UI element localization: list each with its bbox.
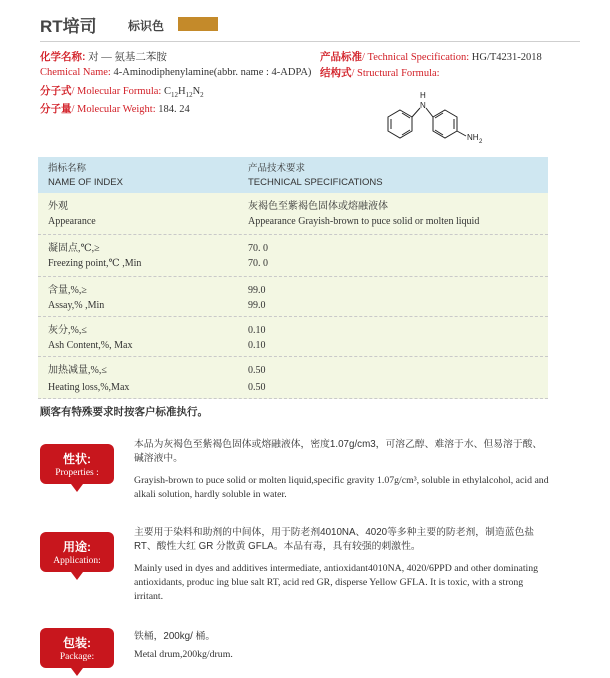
header-name-en: NAME OF INDEX	[48, 177, 123, 188]
spec-label-en: Technical Specification:	[367, 52, 470, 63]
row-value-2: Appearance Grayish-brown to puce solid or molten liquid	[248, 216, 480, 227]
struct-label-en: Structural Formula:	[357, 68, 440, 79]
weight-row: 分子量/ Molecular Weight: 184. 24	[40, 103, 190, 115]
table-row	[38, 193, 548, 235]
row-value-2: 99.0	[248, 300, 266, 311]
badge-pointer	[71, 572, 83, 580]
row-name-cn: 含量,%,≥	[48, 285, 87, 296]
formula-label-cn: 分子式	[40, 85, 72, 97]
struct-n-label: N	[420, 101, 426, 110]
row-name-en: Ash Content,%, Max	[48, 340, 133, 351]
package-title-en: Package:	[59, 652, 95, 662]
customer-note: 顾客有特殊要求时按客户标准执行。	[40, 406, 208, 418]
row-value-1: 99.0	[248, 285, 266, 296]
package-text-en: Metal drum,200kg/drum.	[134, 649, 233, 660]
formula-row: 分子式/ Molecular Formula: $C_{12}H_{12}N_2$	[40, 85, 204, 100]
chem-name-label-cn: 化学名称:	[40, 51, 86, 63]
color-swatch	[178, 17, 218, 31]
spec-table	[38, 157, 548, 399]
badge-pointer	[71, 668, 83, 676]
chem-name-value-en: 4-Aminodiphenylamine(abbr. name : 4-ADPA)	[113, 67, 312, 78]
table-row	[38, 277, 548, 317]
header-name-cn: 指标名称	[48, 163, 87, 174]
package-text-cn: 铁桶，200kg/ 桶。	[134, 631, 216, 642]
weight-value: 184. 24	[158, 104, 190, 115]
right-benzene-ring	[433, 110, 457, 138]
header-spec-cn: 产品技术要求	[248, 163, 306, 174]
formula-value: $C_{12}H_{12}N_2$	[163, 86, 204, 100]
header	[40, 12, 580, 42]
row-value-1: 0.50	[248, 365, 266, 376]
struct-nh2-sub: 2	[479, 139, 483, 145]
application-text-en: Mainly used in dyes and additives intermediate, antioxidant4010NA, 4020/6PPD and other dominating antioxidants, produc ing blue salt RT, acid red GR, disperse Yellow GFLA. It is toxic, with a strong irritant.	[134, 563, 539, 602]
badge-pointer	[71, 484, 83, 492]
weight-label-en: Molecular Weight:	[77, 104, 156, 115]
properties-title-en: Properties :	[55, 468, 99, 478]
formula-label-en: Molecular Formula:	[77, 86, 162, 97]
structural-formula-diagram	[370, 88, 500, 148]
row-name-cn: 加热减量,%,≤	[48, 365, 107, 376]
product-brand: RT培司	[40, 17, 97, 36]
application-title-en: Application:	[53, 556, 101, 566]
row-name-cn: 外观	[48, 201, 68, 212]
weight-label-cn: 分子量	[40, 103, 72, 115]
chem-name-en	[40, 66, 311, 80]
row-value-1: 灰褐色至紫褐色固体或熔融液体	[248, 201, 388, 212]
row-name-en: Appearance	[48, 216, 96, 227]
chem-name-label-en: Chemical Name:	[40, 67, 111, 78]
table-row	[38, 235, 548, 277]
row-value-2: 70. 0	[248, 258, 268, 269]
color-label: 标识色	[128, 19, 165, 33]
row-name-en: Assay,% ,Min	[48, 300, 105, 311]
spec-label-cn: 产品标准	[320, 51, 362, 63]
row-name-en: Heating loss,%,Max	[48, 382, 130, 393]
properties-title-cn: 性状:	[63, 452, 91, 466]
struct-label-cn: 结构式	[320, 67, 352, 79]
chem-name-cn	[40, 50, 167, 65]
struct-h-label: H	[420, 91, 426, 100]
chem-name-value-cn: 对 — 氨基二苯胺	[88, 52, 167, 63]
properties-text-cn: 本品为灰褐色至紫褐色固体或熔融液体，密度1.07g/cm3，可溶乙醇、难溶于水、但易溶于酸、碱溶液中。	[134, 439, 543, 464]
row-value-2: 0.50	[248, 382, 266, 393]
row-value-2: 0.10	[248, 340, 266, 351]
row-name-cn: 灰分,%,≤	[48, 325, 87, 336]
package-title-cn: 包装:	[63, 636, 91, 650]
application-badge	[40, 532, 114, 572]
package-badge	[40, 628, 114, 668]
row-name-cn: 凝固点,℃,≥	[48, 243, 100, 254]
application-text-cn: 主要用于染料和助剂的中间体，用于防老剂4010NA、4020等多种主要的防老剂，制造蓝色盐RT、酸性大红 GR 分散黄 GFLA。本品有毒，具有较强的刺激性。	[134, 527, 535, 552]
spec-value: HG/T4231-2018	[471, 52, 542, 63]
spec-row: 产品标准/ Technical Specification: HG/T4231-2018	[320, 51, 542, 63]
row-value-1: 0.10	[248, 325, 266, 336]
struct-row: 结构式/ Structural Formula:	[320, 67, 440, 79]
row-name-en: Freezing point,℃ ,Min	[48, 258, 142, 269]
header-spec-en: TECHNICAL SPECIFICATIONS	[248, 177, 383, 188]
application-title-cn: 用途:	[63, 540, 91, 554]
properties-text-en: Grayish-brown to puce solid or molten liquid,specific gravity 1.07g/cm³, soluble in ethylalcohol, acid and alkali solution, hardly soluble in water.	[134, 475, 549, 500]
properties-badge	[40, 444, 114, 484]
table-row	[38, 317, 548, 357]
struct-nh2-label: NH	[467, 133, 479, 142]
table-header	[38, 157, 548, 193]
left-benzene-ring	[388, 110, 412, 138]
row-value-1: 70. 0	[248, 243, 268, 254]
table-row	[38, 357, 548, 399]
